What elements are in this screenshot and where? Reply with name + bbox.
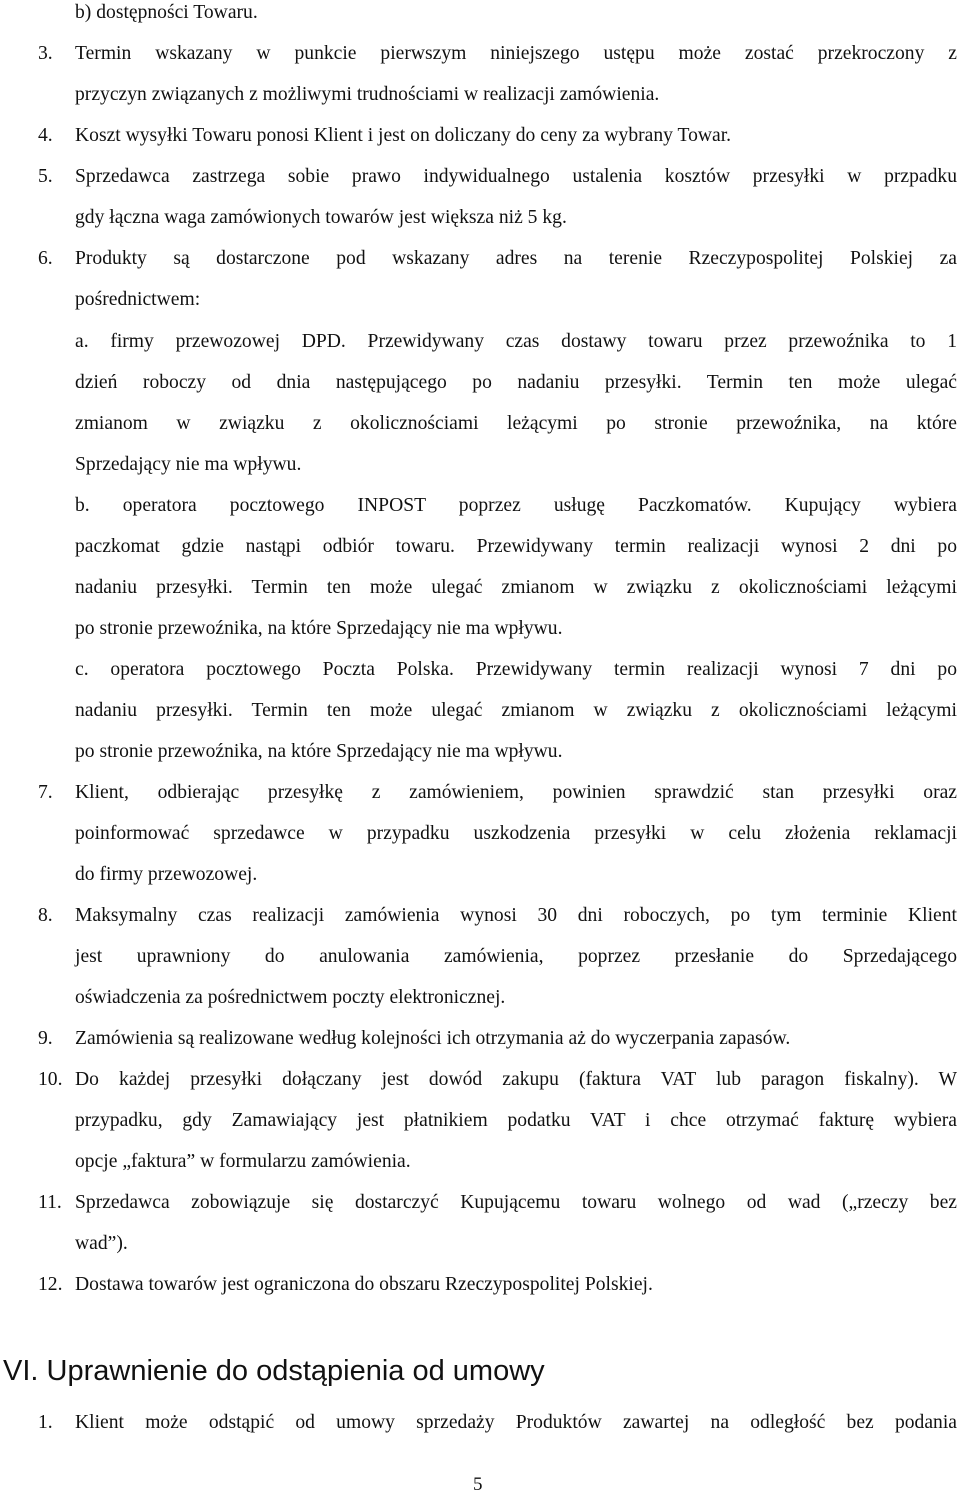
section-item-1-line-1: Klient może odstąpić od umowy sprzedaży Produktów zawartej na odległość bez podania	[75, 1412, 957, 1433]
sub-b-line-1: b. operatora pocztowego INPOST poprzez usługę Paczkomatów. Kupujący wybiera	[75, 495, 957, 516]
sub-c-line-3: po stronie przewoźnika, na które Sprzedający nie ma wpływu.	[75, 741, 563, 762]
item-number-8: 8.	[38, 905, 53, 926]
item-number-7: 7.	[38, 782, 53, 803]
item-5-line-1: Sprzedawca zastrzega sobie prawo indywidualnego ustalenia kosztów przesyłki w przpadku	[75, 166, 957, 187]
sub-c-line-2: nadaniu przesyłki. Termin ten może ulegać zmianom w związku z okolicznościami leżącymi	[75, 700, 957, 721]
section-item-number-1: 1.	[38, 1412, 53, 1433]
page-number: 5	[473, 1474, 483, 1495]
item-8-line-3: oświadczenia za pośrednictwem poczty elektronicznej.	[75, 987, 506, 1008]
item-3-line-1: Termin wskazany w punkcie pierwszym niniejszego ustępu może zostać przekroczony z	[75, 43, 957, 64]
item-6-line-1: Produkty są dostarczone pod wskazany adres na terenie Rzeczypospolitej Polskiej za	[75, 248, 957, 269]
item-number-6: 6.	[38, 248, 53, 269]
item-11-line-1: Sprzedawca zobowiązuje się dostarczyć Kupującemu towaru wolnego od wad („rzeczy bez	[75, 1192, 957, 1213]
item-4-line-1: Koszt wysyłki Towaru ponosi Klient i jest on doliczany do ceny za wybrany Towar.	[75, 125, 732, 146]
item-8-line-2: jest uprawniony do anulowania zamówienia, poprzez przesłanie do Sprzedającego	[75, 946, 957, 967]
item-9-line-1: Zamówienia są realizowane według kolejności ich otrzymania aż do wyczerpania zapasów.	[75, 1028, 791, 1049]
item-10-line-3: opcje „faktura” w formularzu zamówienia.	[75, 1151, 411, 1172]
item-7-line-1: Klient, odbierając przesyłkę z zamówieniem, powinien sprawdzić stan przesyłki oraz	[75, 782, 957, 803]
item-number-3: 3.	[38, 43, 53, 64]
item-11-line-2: wad”).	[75, 1233, 128, 1254]
sub-a-line-4: Sprzedający nie ma wpływu.	[75, 454, 302, 475]
item-8-line-1: Maksymalny czas realizacji zamówienia wynosi 30 dni roboczych, po tym terminie Klient	[75, 905, 957, 926]
section-heading: VI. Uprawnienie do odstąpienia od umowy	[3, 1355, 545, 1387]
sub-b-line-3: nadaniu przesyłki. Termin ten może ulegać zmianom w związku z okolicznościami leżącymi	[75, 577, 957, 598]
item-6-line-2: pośrednictwem:	[75, 289, 201, 310]
sub-a-line-2: dzień roboczy od dnia następującego po nadaniu przesyłki. Termin ten może ulegać	[75, 372, 957, 393]
item-number-12: 12.	[38, 1274, 63, 1295]
item-number-11: 11.	[38, 1192, 62, 1213]
item-12-line-1: Dostawa towarów jest ograniczona do obszaru Rzeczypospolitej Polskiej.	[75, 1274, 653, 1295]
item-number-4: 4.	[38, 125, 53, 146]
item-3-line-2: przyczyn związanych z możliwymi trudnościami w realizacji zamówienia.	[75, 84, 660, 105]
sub-b-line-2: paczkomat gdzie nastąpi odbiór towaru. Przewidywany termin realizacji wynosi 2 dni po	[75, 536, 957, 557]
item-number-5: 5.	[38, 166, 53, 187]
item-10-line-2: przypadku, gdy Zamawiający jest płatnikiem podatku VAT i chce otrzymać fakturę wybiera	[75, 1110, 957, 1131]
item-5-line-2: gdy łączna waga zamówionych towarów jest większa niż 5 kg.	[75, 207, 567, 228]
item-10-line-1: Do każdej przesyłki dołączany jest dowód zakupu (faktura VAT lub paragon fiskalny). W	[75, 1069, 957, 1090]
item-7-line-2: poinformować sprzedawce w przypadku uszkodzenia przesyłki w celu złożenia reklamacji	[75, 823, 957, 844]
sub-a-line-1: a. firmy przewozowej DPD. Przewidywany czas dostawy towaru przez przewoźnika to 1	[75, 331, 957, 352]
top-fragment: b) dostępności Towaru.	[75, 2, 258, 23]
item-number-9: 9.	[38, 1028, 53, 1049]
item-number-10: 10.	[38, 1069, 63, 1090]
sub-c-line-1: c. operatora pocztowego Poczta Polska. Przewidywany termin realizacji wynosi 7 dni po	[75, 659, 957, 680]
sub-b-line-4: po stronie przewoźnika, na które Sprzedający nie ma wpływu.	[75, 618, 563, 639]
sub-a-line-3: zmianom w związku z okolicznościami leżącymi po stronie przewoźnika, na które	[75, 413, 957, 434]
item-7-line-3: do firmy przewozowej.	[75, 864, 258, 885]
